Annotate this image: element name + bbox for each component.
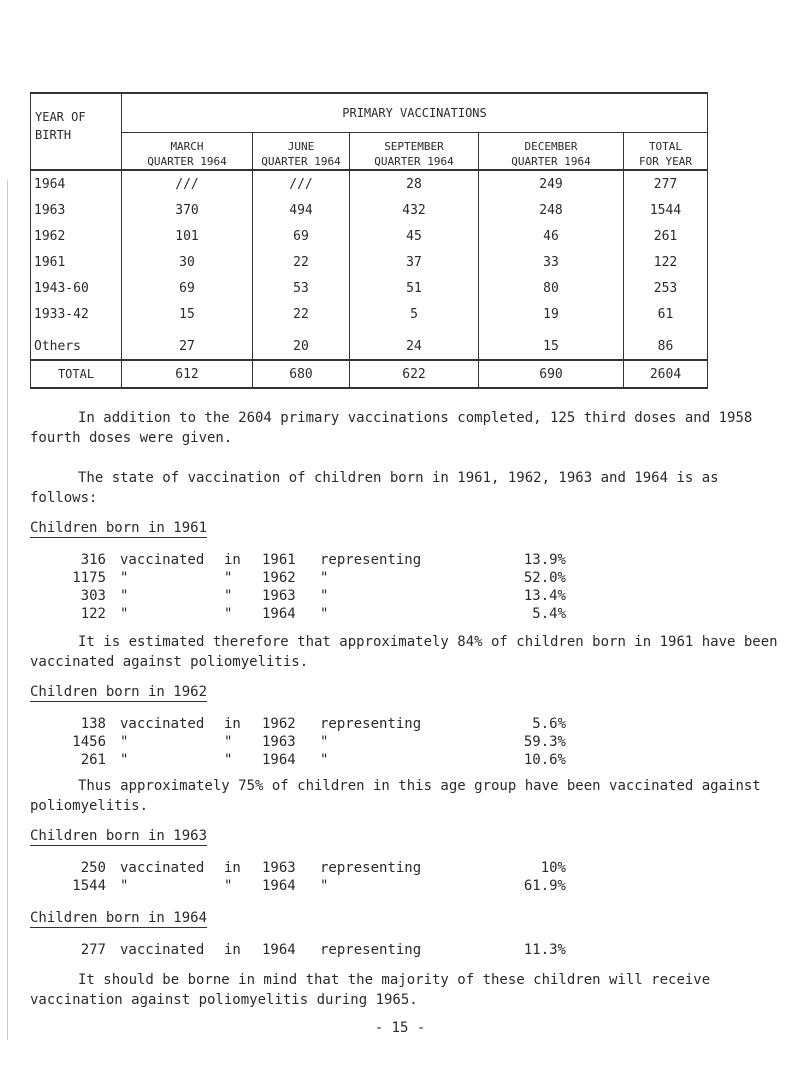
value-cell: 27 bbox=[122, 327, 253, 360]
primary-vaccinations-header: PRIMARY VACCINATIONS bbox=[122, 93, 708, 133]
value-cell: 122 bbox=[624, 249, 708, 275]
year: 1963 bbox=[262, 860, 296, 876]
section-heading-1963: Children born in 1963 bbox=[30, 828, 208, 844]
note-1962: Thus approximately 75% of children in this age group have been vaccinated against poliomyelitis. bbox=[30, 778, 770, 814]
row-label-cell: 1961 bbox=[31, 249, 122, 275]
year: 1964 bbox=[262, 942, 296, 958]
value-cell: 80 bbox=[479, 275, 624, 301]
label-representing: representing bbox=[320, 552, 422, 568]
count: 316 bbox=[80, 552, 106, 568]
value-cell: 5 bbox=[350, 301, 479, 327]
percentage: 10% bbox=[540, 860, 566, 876]
count: 138 bbox=[80, 716, 106, 732]
value-cell: 261 bbox=[624, 223, 708, 249]
value-cell: 370 bbox=[122, 197, 253, 223]
count: 303 bbox=[80, 588, 106, 604]
label-in: in bbox=[224, 716, 241, 732]
value-cell: 249 bbox=[479, 170, 624, 197]
percentage: 11.3% bbox=[523, 942, 566, 958]
table-row bbox=[31, 249, 708, 275]
value-cell: 69 bbox=[253, 223, 350, 249]
value-cell: 22 bbox=[253, 249, 350, 275]
value-cell: 28 bbox=[350, 170, 479, 197]
label-representing: representing bbox=[320, 860, 422, 876]
value-cell: /// bbox=[253, 170, 350, 197]
label-vaccinated: " bbox=[120, 752, 129, 768]
count: 122 bbox=[80, 606, 106, 622]
stat-line bbox=[0, 606, 800, 626]
year: 1964 bbox=[262, 752, 296, 768]
percentage: 52.0% bbox=[523, 570, 566, 586]
label-vaccinated: " bbox=[120, 734, 129, 750]
note-1964: It should be borne in mind that the majority of these children will receive vaccination against poliomyelitis during 1965. bbox=[30, 972, 719, 1008]
label-vaccinated: " bbox=[120, 570, 129, 586]
label-representing: representing bbox=[320, 716, 422, 732]
quarter-header: DECEMBER QUARTER 1964 bbox=[479, 133, 624, 171]
label-in: " bbox=[224, 570, 233, 586]
row-label-cell: 1964 bbox=[31, 170, 122, 197]
label-vaccinated: vaccinated bbox=[120, 942, 205, 958]
label-vaccinated: " bbox=[120, 606, 129, 622]
year: 1963 bbox=[262, 588, 296, 604]
value-cell: 494 bbox=[253, 197, 350, 223]
stat-line bbox=[0, 588, 800, 608]
stat-line bbox=[0, 942, 800, 962]
value-cell: 253 bbox=[624, 275, 708, 301]
section-heading-1962: Children born in 1962 bbox=[30, 684, 208, 700]
value-cell: 33 bbox=[479, 249, 624, 275]
label-representing: representing bbox=[320, 942, 422, 958]
value-cell: 432 bbox=[350, 197, 479, 223]
value-cell: 20 bbox=[253, 327, 350, 360]
value-cell: 24 bbox=[350, 327, 479, 360]
stat-line bbox=[0, 860, 800, 880]
year: 1962 bbox=[262, 716, 296, 732]
page-number: - 15 - bbox=[374, 1020, 426, 1036]
percentage: 13.9% bbox=[523, 552, 566, 568]
count: 250 bbox=[80, 860, 106, 876]
stat-line bbox=[0, 878, 800, 898]
row-label-cell: Others bbox=[31, 327, 122, 360]
table-row bbox=[31, 197, 708, 223]
stat-line bbox=[0, 752, 800, 772]
count: 1544 bbox=[72, 878, 106, 894]
table-total-row: TOTAL 612 680 622 690 2604 bbox=[31, 360, 708, 388]
value-cell: 61 bbox=[624, 301, 708, 327]
quarter-header: JUNE QUARTER 1964 bbox=[253, 133, 350, 171]
value-cell: 46 bbox=[479, 223, 624, 249]
label-vaccinated: " bbox=[120, 878, 129, 894]
value-cell: 22 bbox=[253, 301, 350, 327]
label-representing: " bbox=[320, 734, 329, 750]
count: 261 bbox=[80, 752, 106, 768]
paragraph-additional-doses: In addition to the 2604 primary vaccinations completed, 125 third doses and 1958 fourth doses were given. bbox=[30, 410, 761, 446]
percentage: 5.4% bbox=[532, 606, 566, 622]
year-of-birth-header: YEAR OF BIRTH bbox=[31, 93, 122, 170]
label-in: in bbox=[224, 942, 241, 958]
quarter-header: SEPTEMBER QUARTER 1964 bbox=[350, 133, 479, 171]
label-representing: " bbox=[320, 606, 329, 622]
percentage: 10.6% bbox=[523, 752, 566, 768]
stat-line bbox=[0, 734, 800, 754]
year: 1962 bbox=[262, 570, 296, 586]
value-cell: 277 bbox=[624, 170, 708, 197]
table-row bbox=[31, 275, 708, 301]
value-cell: 53 bbox=[253, 275, 350, 301]
value-cell: 30 bbox=[122, 249, 253, 275]
label-representing: " bbox=[320, 752, 329, 768]
label-representing: " bbox=[320, 570, 329, 586]
count: 277 bbox=[80, 942, 106, 958]
label-representing: " bbox=[320, 878, 329, 894]
label-in: in bbox=[224, 552, 241, 568]
value-cell: 51 bbox=[350, 275, 479, 301]
row-label-cell: 1962 bbox=[31, 223, 122, 249]
count: 1456 bbox=[72, 734, 106, 750]
table-row bbox=[31, 223, 708, 249]
year: 1964 bbox=[262, 606, 296, 622]
label-vaccinated: " bbox=[120, 588, 129, 604]
value-cell: 37 bbox=[350, 249, 479, 275]
section-heading-1961: Children born in 1961 bbox=[30, 520, 208, 536]
year: 1964 bbox=[262, 878, 296, 894]
value-cell: 86 bbox=[624, 327, 708, 360]
value-cell: 19 bbox=[479, 301, 624, 327]
value-cell: 101 bbox=[122, 223, 253, 249]
section-heading-1964: Children born in 1964 bbox=[30, 910, 208, 926]
table-row bbox=[31, 327, 708, 360]
label-in: " bbox=[224, 588, 233, 604]
note-1961: It is estimated therefore that approximately 84% of children born in 1961 have been vaccinated against poliomyelitis. bbox=[30, 634, 787, 670]
percentage: 61.9% bbox=[523, 878, 566, 894]
year: 1963 bbox=[262, 734, 296, 750]
vaccination-table bbox=[30, 92, 708, 389]
count: 1175 bbox=[72, 570, 106, 586]
value-cell: 69 bbox=[122, 275, 253, 301]
row-label-cell: 1943-60 bbox=[31, 275, 122, 301]
value-cell: 1544 bbox=[624, 197, 708, 223]
label-in: " bbox=[224, 734, 233, 750]
label-vaccinated: vaccinated bbox=[120, 716, 205, 732]
table-row bbox=[31, 301, 708, 327]
label-in: " bbox=[224, 878, 233, 894]
value-cell: 15 bbox=[479, 327, 624, 360]
label-in: " bbox=[224, 752, 233, 768]
label-representing: " bbox=[320, 588, 329, 604]
stat-line bbox=[0, 716, 800, 736]
percentage: 13.4% bbox=[523, 588, 566, 604]
stat-line bbox=[0, 552, 800, 572]
value-cell: 15 bbox=[122, 301, 253, 327]
label-in: in bbox=[224, 860, 241, 876]
percentage: 5.6% bbox=[532, 716, 566, 732]
quarter-header: MARCH QUARTER 1964 bbox=[122, 133, 253, 171]
percentage: 59.3% bbox=[523, 734, 566, 750]
paragraph-state-of-vaccination: The state of vaccination of children born in 1961, 1962, 1963 and 1964 is as follows: bbox=[30, 470, 728, 506]
row-label-cell: 1963 bbox=[31, 197, 122, 223]
label-in: " bbox=[224, 606, 233, 622]
value-cell: 248 bbox=[479, 197, 624, 223]
total-for-year-header: TOTAL FOR YEAR bbox=[624, 133, 708, 171]
row-label-cell: 1933-42 bbox=[31, 301, 122, 327]
year: 1961 bbox=[262, 552, 296, 568]
value-cell: 45 bbox=[350, 223, 479, 249]
stat-line bbox=[0, 570, 800, 590]
label-vaccinated: vaccinated bbox=[120, 860, 205, 876]
table-row bbox=[31, 170, 708, 197]
value-cell: /// bbox=[122, 170, 253, 197]
label-vaccinated: vaccinated bbox=[120, 552, 205, 568]
